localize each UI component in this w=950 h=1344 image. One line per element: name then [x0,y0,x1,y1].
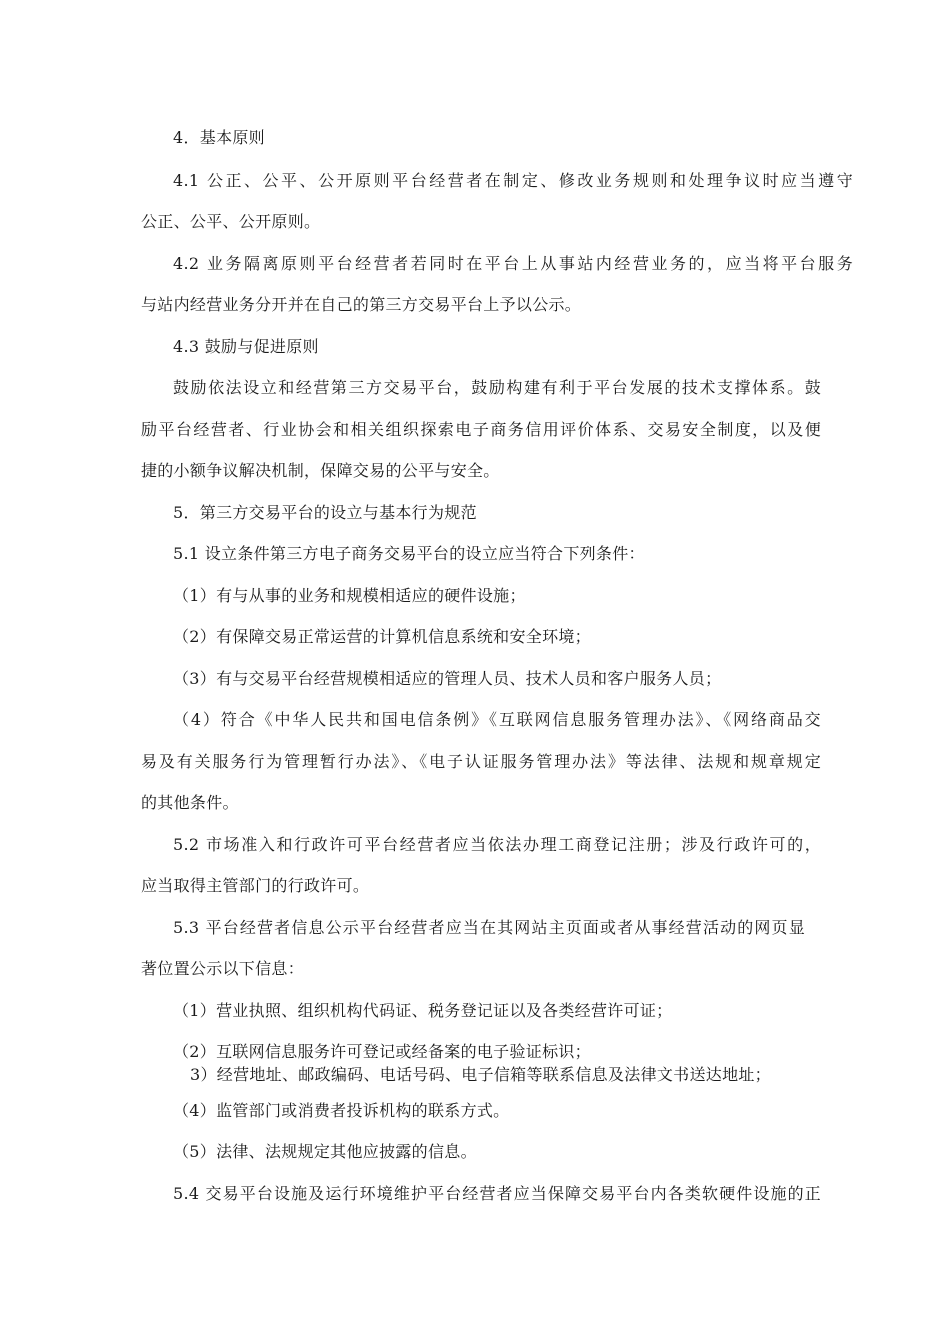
paragraph-line: 公正、公平、公开原则。 [141,212,321,231]
paragraph-line: 4.3 鼓励与促进原则 [173,337,319,356]
paragraph-line: 4.1 公正、公平、公开原则平台经营者在制定、修改业务规则和处理争议时应当遵守 [173,171,853,190]
list-item: （4）符合《中华人民共和国电信条例》《互联网信息服务管理办法》、《网络商品交 [173,710,821,729]
list-item: （1）有与从事的业务和规模相适应的硬件设施； [173,586,526,605]
list-item: （2）互联网信息服务许可登记或经备案的电子验证标识； [173,1042,591,1061]
paragraph-line: 与站内经营业务分开并在自己的第三方交易平台上予以公示。 [141,295,582,314]
paragraph-line: 著位置公示以下信息： [141,959,305,978]
paragraph-line: 4.2 业务隔离原则平台经营者若同时在平台上从事站内经营业务的，应当将平台服务 [173,254,853,273]
paragraph-line: 鼓励依法设立和经营第三方交易平台，鼓励构建有利于平台发展的技术支撑体系。鼓 [173,378,821,397]
paragraph-line: 励平台经营者、行业协会和相关组织探索电子商务信用评价体系、交易安全制度，以及便 [141,420,821,439]
paragraph-line: 应当取得主管部门的行政许可。 [141,876,370,895]
list-item: 3）经营地址、邮政编码、电话号码、电子信箱等联系信息及法律文书送达地址； [190,1065,771,1084]
paragraph-line: 捷的小额争议解决机制，保障交易的公平与安全。 [141,461,500,480]
list-item: （5）法律、法规规定其他应披露的信息。 [173,1142,477,1161]
paragraph-line: 5.4 交易平台设施及运行环境维护平台经营者应当保障交易平台内各类软硬件设施的正 [173,1184,821,1203]
paragraph-line: 易及有关服务行为管理暂行办法》、《电子认证服务管理办法》等法律、法规和规章规定 [141,752,821,771]
paragraph-line: 5.2 市场准入和行政许可平台经营者应当依法办理工商登记注册；涉及行政许可的， [173,835,821,854]
list-item: （3）有与交易平台经营规模相适应的管理人员、技术人员和客户服务人员； [173,669,722,688]
list-item: （4）监管部门或消费者投诉机构的联系方式。 [173,1101,510,1120]
paragraph-line: 的其他条件。 [141,793,239,812]
heading-5: 5．第三方交易平台的设立与基本行为规范 [173,503,477,522]
paragraph-line: 5.1 设立条件第三方电子商务交易平台的设立应当符合下列条件： [173,544,645,563]
paragraph-line: 5.3 平台经营者信息公示平台经营者应当在其网站主页面或者从事经营活动的网页显 [173,918,805,937]
list-item: （1）营业执照、组织机构代码证、税务登记证以及各类经营许可证； [173,1001,673,1020]
list-item: （2）有保障交易正常运营的计算机信息系统和安全环境； [173,627,591,646]
heading-4: 4．基本原则 [173,128,265,147]
